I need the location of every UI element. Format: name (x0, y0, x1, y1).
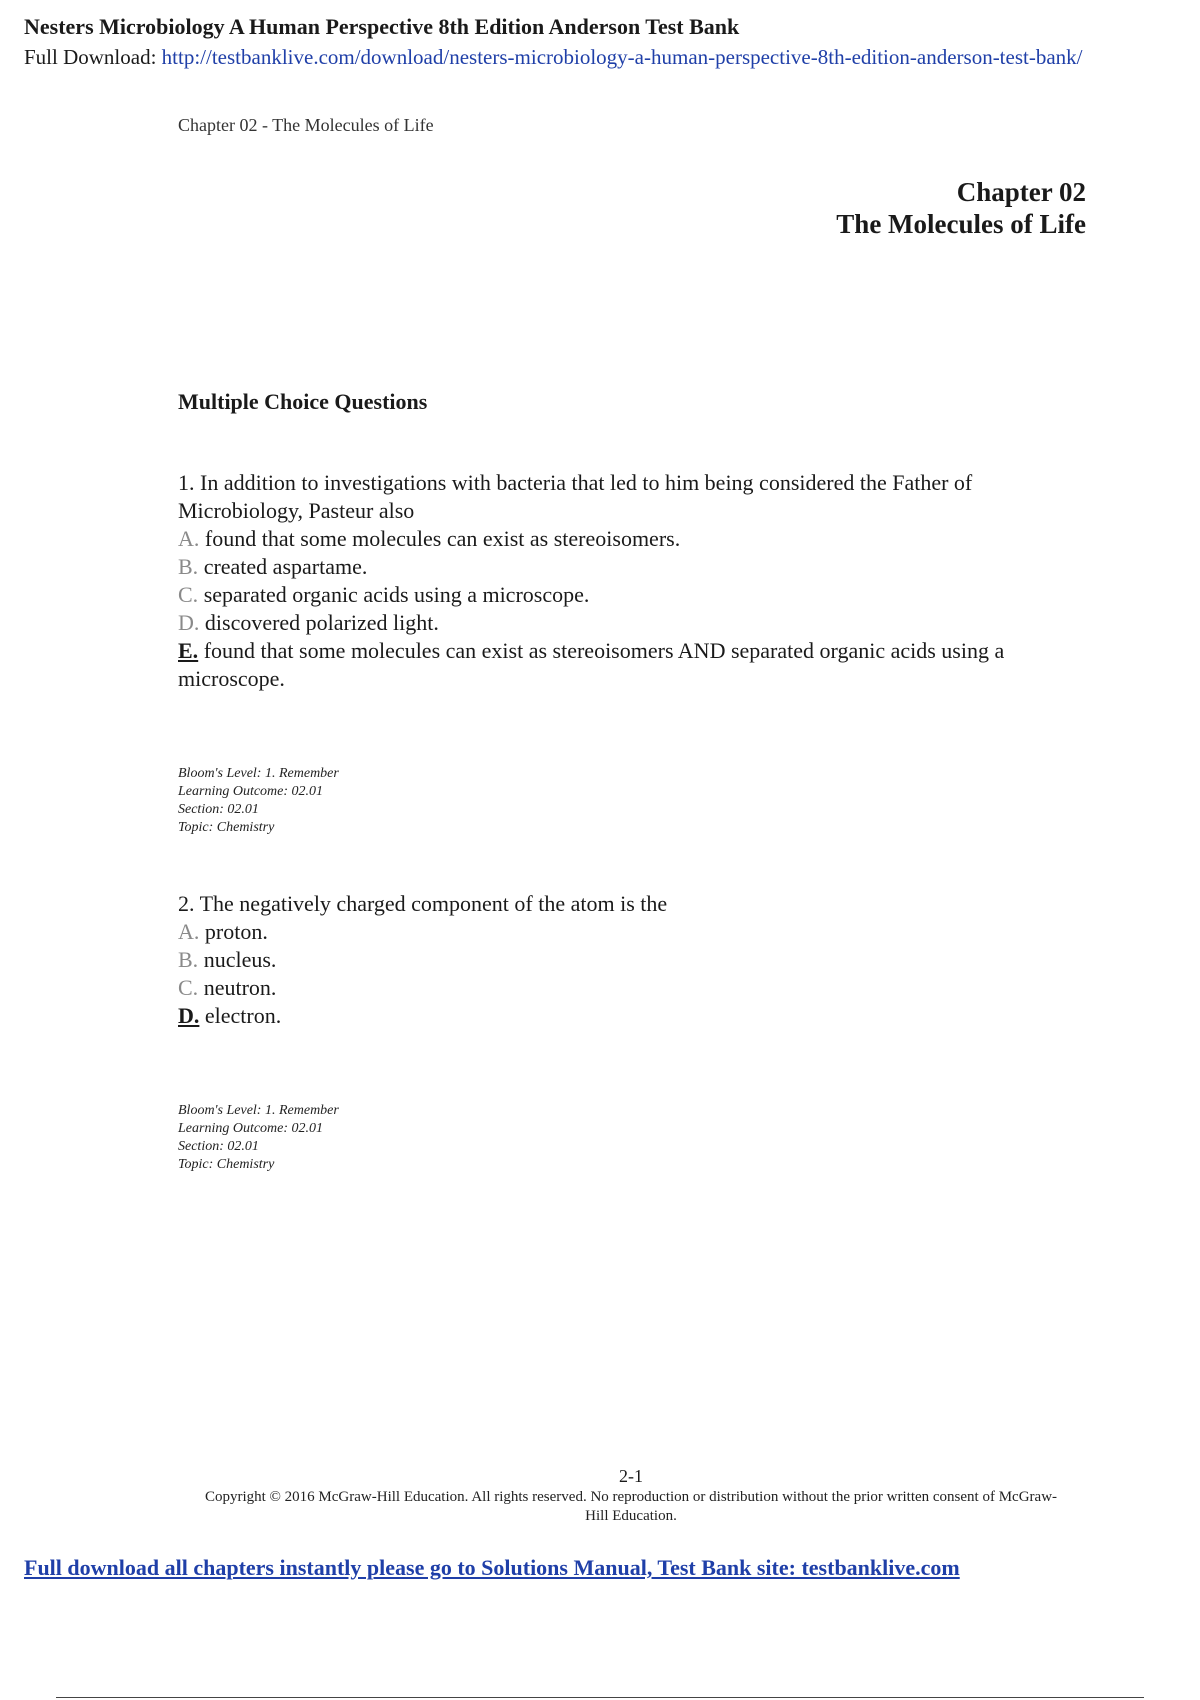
correct-option-letter: E. (178, 638, 199, 663)
learning-outcome: Learning Outcome: 02.01 (178, 784, 324, 799)
document-title: Nesters Microbiology A Human Perspective 8th Edition Anderson Test Bank (24, 14, 740, 39)
page-number: 2-1 (619, 1466, 643, 1486)
answer-option-b (178, 946, 1088, 974)
option-letter: B. (178, 554, 199, 579)
answer-option-a (178, 918, 1088, 946)
download-line (24, 45, 1083, 70)
question-2 (178, 890, 1088, 1030)
correct-option-letter: D. (178, 1003, 200, 1028)
option-text: separated organic acids using a microscope. (203, 582, 590, 607)
option-text: electron. (204, 1003, 282, 1028)
option-text: neutron. (203, 975, 277, 1000)
blooms-level: Bloom's Level: 1. Remember (178, 766, 339, 781)
bottom-divider (56, 1697, 1144, 1698)
section-ref: Section: 02.01 (178, 1139, 259, 1154)
promo-link[interactable]: Full download all chapters instantly please go to Solutions Manual, Test Bank site: testbanklive.com (24, 1555, 960, 1580)
option-letter: D. (178, 610, 200, 635)
section-ref: Section: 02.01 (178, 802, 259, 817)
chapter-number: Chapter 02 (956, 177, 1086, 207)
question-stem: 1. In addition to investigations with bacteria that led to him being considered the Father of Microbiology, Pasteur also (178, 470, 973, 523)
answer-option-a (178, 525, 1088, 553)
option-text: nucleus. (203, 947, 277, 972)
answer-option-d (178, 609, 1088, 637)
answer-option-d-correct (178, 1002, 1088, 1030)
learning-outcome: Learning Outcome: 02.01 (178, 1121, 324, 1136)
question-1 (178, 469, 1088, 693)
answer-option-c (178, 581, 1088, 609)
topic: Topic: Chemistry (178, 1157, 275, 1172)
chapter-title: The Molecules of Life (836, 209, 1086, 239)
question-1-metadata (178, 765, 339, 837)
option-text: created aspartame. (203, 554, 368, 579)
option-letter: C. (178, 582, 199, 607)
section-heading: Multiple Choice Questions (178, 389, 428, 414)
option-letter: A. (178, 526, 200, 551)
option-text: proton. (204, 919, 268, 944)
running-head: Chapter 02 - The Molecules of Life (178, 115, 434, 135)
blooms-level: Bloom's Level: 1. Remember (178, 1103, 339, 1118)
question-stem: 2. The negatively charged component of the atom is the (178, 891, 668, 916)
option-letter: B. (178, 947, 199, 972)
download-label: Full Download: (24, 45, 157, 69)
answer-option-c (178, 974, 1088, 1002)
copyright-notice: Copyright © 2016 McGraw-Hill Education. All rights reserved. No reproduction or distribution without the prior written consent of McGraw-Hill Education. (204, 1489, 1058, 1524)
option-text: discovered polarized light. (204, 610, 439, 635)
option-text: found that some molecules can exist as stereoisomers AND separated organic acids using a microscope. (178, 638, 1005, 691)
answer-option-e-correct (178, 637, 1088, 693)
chapter-heading (836, 176, 1086, 240)
download-link[interactable]: http://testbanklive.com/download/nesters-microbiology-a-human-perspective-8th-edition-anderson-test-bank/ (161, 45, 1083, 69)
answer-option-b (178, 553, 1088, 581)
topic: Topic: Chemistry (178, 820, 275, 835)
option-text: found that some molecules can exist as stereoisomers. (204, 526, 681, 551)
question-2-metadata (178, 1102, 339, 1174)
option-letter: A. (178, 919, 200, 944)
option-letter: C. (178, 975, 199, 1000)
